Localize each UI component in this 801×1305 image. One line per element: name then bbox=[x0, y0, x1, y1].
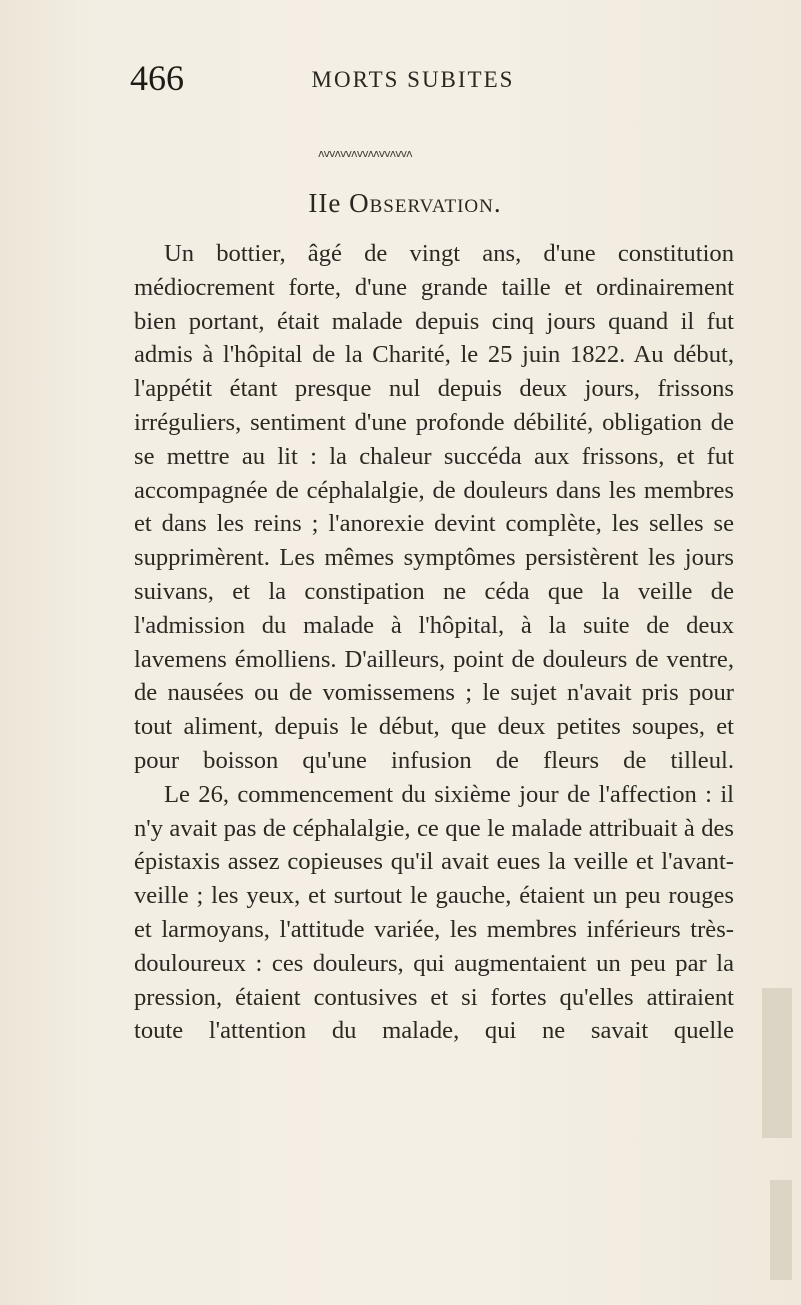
observation-number: IIe bbox=[308, 188, 350, 218]
page-header bbox=[130, 58, 730, 106]
paragraph-2: Le 26, commencement du sixième jour de l'affection : il n'y avait pas de céphalalgie, ce que le malade attribuait à des épistaxis assez copieuses qu'il avait eues la veille et l'avant-veille ; les yeux, et surtout le gauche, étaient un peu rouges et larmoyans, l'attitude variée, les membres inférieurs très-douloureux : ces douleurs, qui augmentaient un peu par la pression, étaient contusives et si fortes qu'elles attiraient toute l'attention du malade, qui ne savait quelle bbox=[134, 780, 734, 1045]
body-text bbox=[134, 237, 734, 1048]
paper-speck bbox=[770, 1180, 792, 1280]
observation-heading bbox=[250, 187, 560, 219]
running-title: MORTS SUBITES bbox=[311, 67, 515, 92]
paper-speck bbox=[762, 988, 792, 1138]
page-number: 466 bbox=[130, 58, 184, 98]
paragraph-1: Un bottier, âgé de vingt ans, d'une constitution médiocrement forte, d'une grande taille et ordinairement bien portant, était malade depuis cinq jours quand il fut admis à l'hôpital de la Charité, le 25 juin 1822. Au début, l'appétit étant presque nul depuis deux jours, frissons irréguliers, sentiment d'une profonde débilité, obligation de se mettre au lit : la chaleur succéda aux frissons, et fut accompagnée de céphalalgie, de douleurs dans les membres et dans les reins ; l'anorexie devint complète, les selles se supprimèrent. Les mêmes symptômes persistèrent les jours suivans, et la constipation ne céda que la veille de l'admission du malade à l'hôpital, à la suite de deux lavemens émolliens. D'ailleurs, point de douleurs de ventre, de nausées ou de vomissemens ; le sujet n'avait pris pour tout aliment, depuis le début, que deux petites soupes, et pour boisson qu'une infusion de fleurs de tilleul. bbox=[134, 240, 734, 774]
observation-word: Observation. bbox=[349, 188, 502, 218]
ornamental-rule: ʌvvʌvvʌvvʌʌvvʌvvʌ bbox=[318, 147, 412, 160]
